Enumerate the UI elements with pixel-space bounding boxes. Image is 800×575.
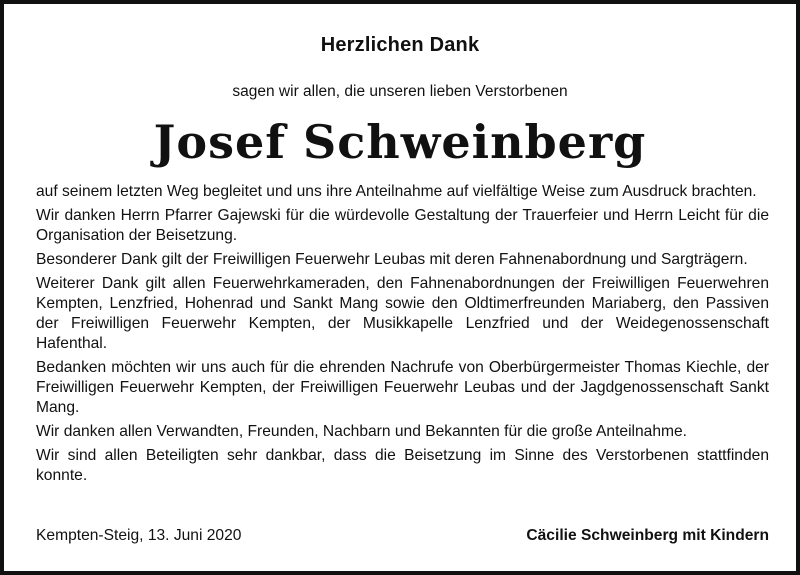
notice-heading: Herzlichen Dank [320, 34, 480, 56]
body-paragraph: Weiterer Dank gilt allen Feuerwehrkameraden, den Fahnenabordnungen der Freiwilligen Feuerwehren Kempten, Lenzfried, Hohenrad und Sankt Mang sowie den Oldtimerfreunden Mariaberg, den Passiven der Freiwilligen Feuerwehr Kempten, der Musikkapelle Lenzfried und der Weidegenossenschaft Hafenthal. [36, 275, 769, 352]
notice-body [36, 182, 769, 490]
body-paragraph: Wir danken allen Verwandten, Freunden, Nachbarn und Bekannten für die große Anteilnahme. [36, 423, 688, 440]
body-paragraph: Besonderer Dank gilt der Freiwilligen Feuerwehr Leubas mit deren Fahnenabordnung und Sargträgern. [36, 251, 748, 268]
body-paragraph: Wir sind allen Beteiligten sehr dankbar, dass die Beisetzung im Sinne des Verstorbenen stattfinden konnte. [36, 447, 769, 484]
place-and-date: Kempten-Steig, 13. Juni 2020 [36, 527, 242, 544]
signature: Cäcilie Schweinberg mit Kindern [526, 527, 769, 544]
intro-line: sagen wir allen, die unseren lieben Verstorbenen [232, 83, 568, 100]
body-paragraph: auf seinem letzten Weg begleitet und uns ihre Anteilnahme auf vielfältige Weise zum Ausdruck brachten. [36, 183, 757, 200]
deceased-name: Josef Schweinberg [153, 115, 647, 169]
body-paragraph: Bedanken möchten wir uns auch für die ehrenden Nachrufe von Oberbürgermeister Thomas Kiechle, der Freiwilligen Feuerwehr Kempten, der Freiwilligen Feuerwehr Leubas und der Jagdgenossenschaft Sankt Mang. [36, 359, 769, 416]
body-paragraph: Wir danken Herrn Pfarrer Gajewski für die würdevolle Gestaltung der Trauerfeier und Herrn Leicht für die Organisation der Beisetzung. [36, 207, 769, 244]
